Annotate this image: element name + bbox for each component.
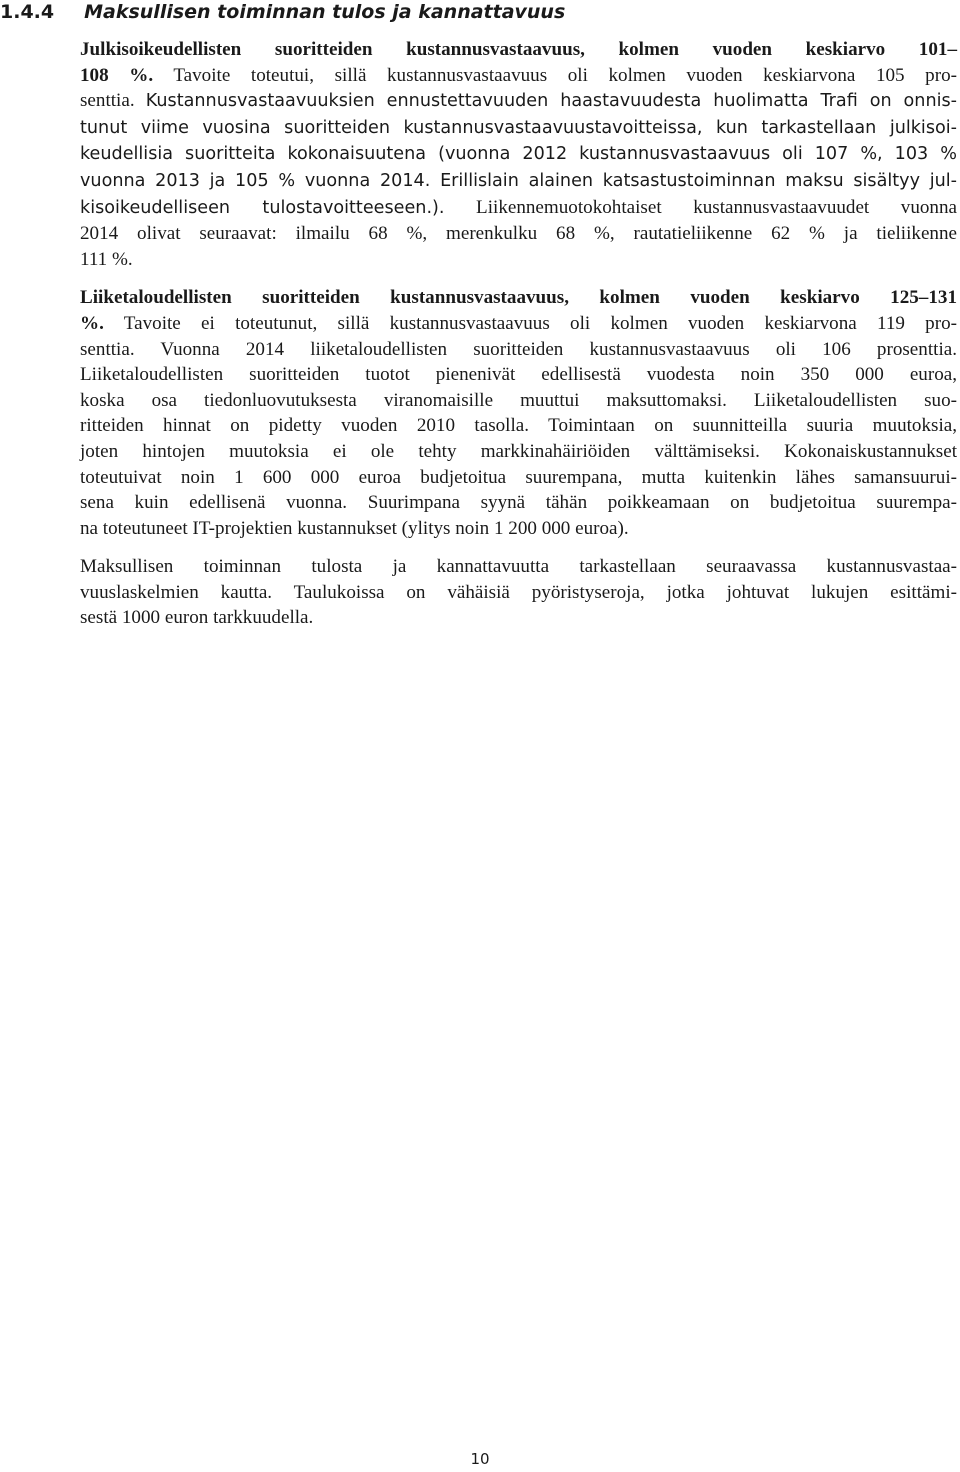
text-run: Maksullisen toiminnan tulosta ja kannattavuutta tarkastellaan seuraavassa kustannusvastaa- [80,556,957,578]
paragraph [80,285,957,541]
text-line [80,580,957,606]
text-line [80,439,957,465]
text-line [80,490,957,516]
text-run: Tavoite toteutui, sillä kustannusvastaavuus oli kolmen vuoden keskiarvona 105 pro- [153,64,957,86]
text-line [80,115,957,142]
text-run: 111 %. [80,248,133,270]
text-line [80,388,957,414]
text-run: toteutuivat noin 1 600 000 euroa budjetoitua suurempana, mutta kuitenkin lähes samansuurui- [80,466,957,488]
text-line [80,141,957,168]
text-run: Tavoite ei toteutunut, sillä kustannusvastaavuus oli kolmen vuoden keskiarvona 119 pro- [103,312,957,334]
section-title: Maksullisen toiminnan tulos ja kannattavuus [84,1,566,23]
text-run: keudellisia suoritteita kokonaisuutena (vuonna 2012 kustannusvastaavuus oli 107 %, 103 % [80,144,957,165]
section-number: 1.4.4 [0,1,55,23]
text-line [80,605,957,631]
text-run: 2014 olivat seuraavat: ilmailu 68 %, merenkulku 68 %, rautatieliikenne 62 % ja tieliikenne [80,223,957,245]
text-line [80,465,957,491]
text-line [80,554,957,580]
text-run: ritteiden hinnat on pidetty vuoden 2010 tasolla. Toimintaan on suunnitteilla suuria muutoksia, [80,415,957,437]
text-run: joten hintojen muutoksia ei ole tehty markkinahäiriöiden välttämiseksi. Kokonaiskustannukset [80,440,957,462]
text-line [80,413,957,439]
text-line [80,168,957,195]
text-line [80,63,957,89]
text-line [80,221,957,247]
text-line [80,88,957,115]
text-run: tunut viime vuosina suoritteiden kustannusvastaavuustavoitteissa, kun tarkastellaan julkisoi- [80,117,957,138]
text-run: na toteutuneet IT-projektien kustannukset (ylitys noin 1 200 000 euroa). [80,517,629,539]
bold-text-run: %. [80,312,104,334]
bold-text-run: 108 %. [80,64,154,86]
paragraph [80,37,957,272]
bold-text-run: Julkisoikeudellisten suoritteiden kustannusvastaavuus, kolmen vuoden keskiarvo 101– [80,39,957,60]
text-line [80,285,957,311]
text-run: sena kuin edellisenä vuonna. Suurimpana syynä tähän poikkeamaan on budjetoitua suurempa- [80,492,957,514]
text-line [80,337,957,363]
text-line [80,362,957,388]
text-run: kisoikeudelliseen tulostavoitteeseen.). [80,197,445,218]
page-number: 10 [470,1450,490,1468]
body-text [80,37,957,644]
text-line [80,195,957,222]
text-run: senttia. [80,90,146,112]
text-run: vuuslaskelmien kautta. Taulukoissa on vähäisiä pyöristyseroja, jotka johtuvat lukujen esittämi- [80,581,957,603]
text-line [80,37,957,63]
text-run: senttia. Vuonna 2014 liiketaloudellisten suoritteiden kustannusvastaavuus oli 106 prosenttia. [80,338,957,360]
paragraph [80,554,957,631]
text-run: sestä 1000 euron tarkkuudella. [80,607,314,629]
text-run: koska osa tiedonluovutuksesta viranomaisille muuttui maksuttomaksi. Liiketaloudellisten suo- [80,389,957,411]
text-line [80,311,957,337]
text-run: Kustannusvastaavuuksien ennustettavuuden haastavuudesta huolimatta Trafi on onnis- [145,91,958,112]
text-line [80,247,957,273]
text-run: Liiketaloudellisten suoritteiden tuotot pienenivät edellisestä vuodesta noin 350 000 euroa, [80,364,957,386]
text-run: Liikennemuotokohtaiset kustannusvastaavuudet vuonna [444,196,957,218]
bold-text-run: Liiketaloudellisten suoritteiden kustannusvastaavuus, kolmen vuoden keskiarvo 125–131 [80,287,957,309]
section-heading [0,0,960,24]
text-run: vuonna 2013 ja 105 % vuonna 2014. Erillislain alainen katsastustoiminnan maksu sisältyy jul- [80,170,957,191]
text-line [80,516,957,542]
